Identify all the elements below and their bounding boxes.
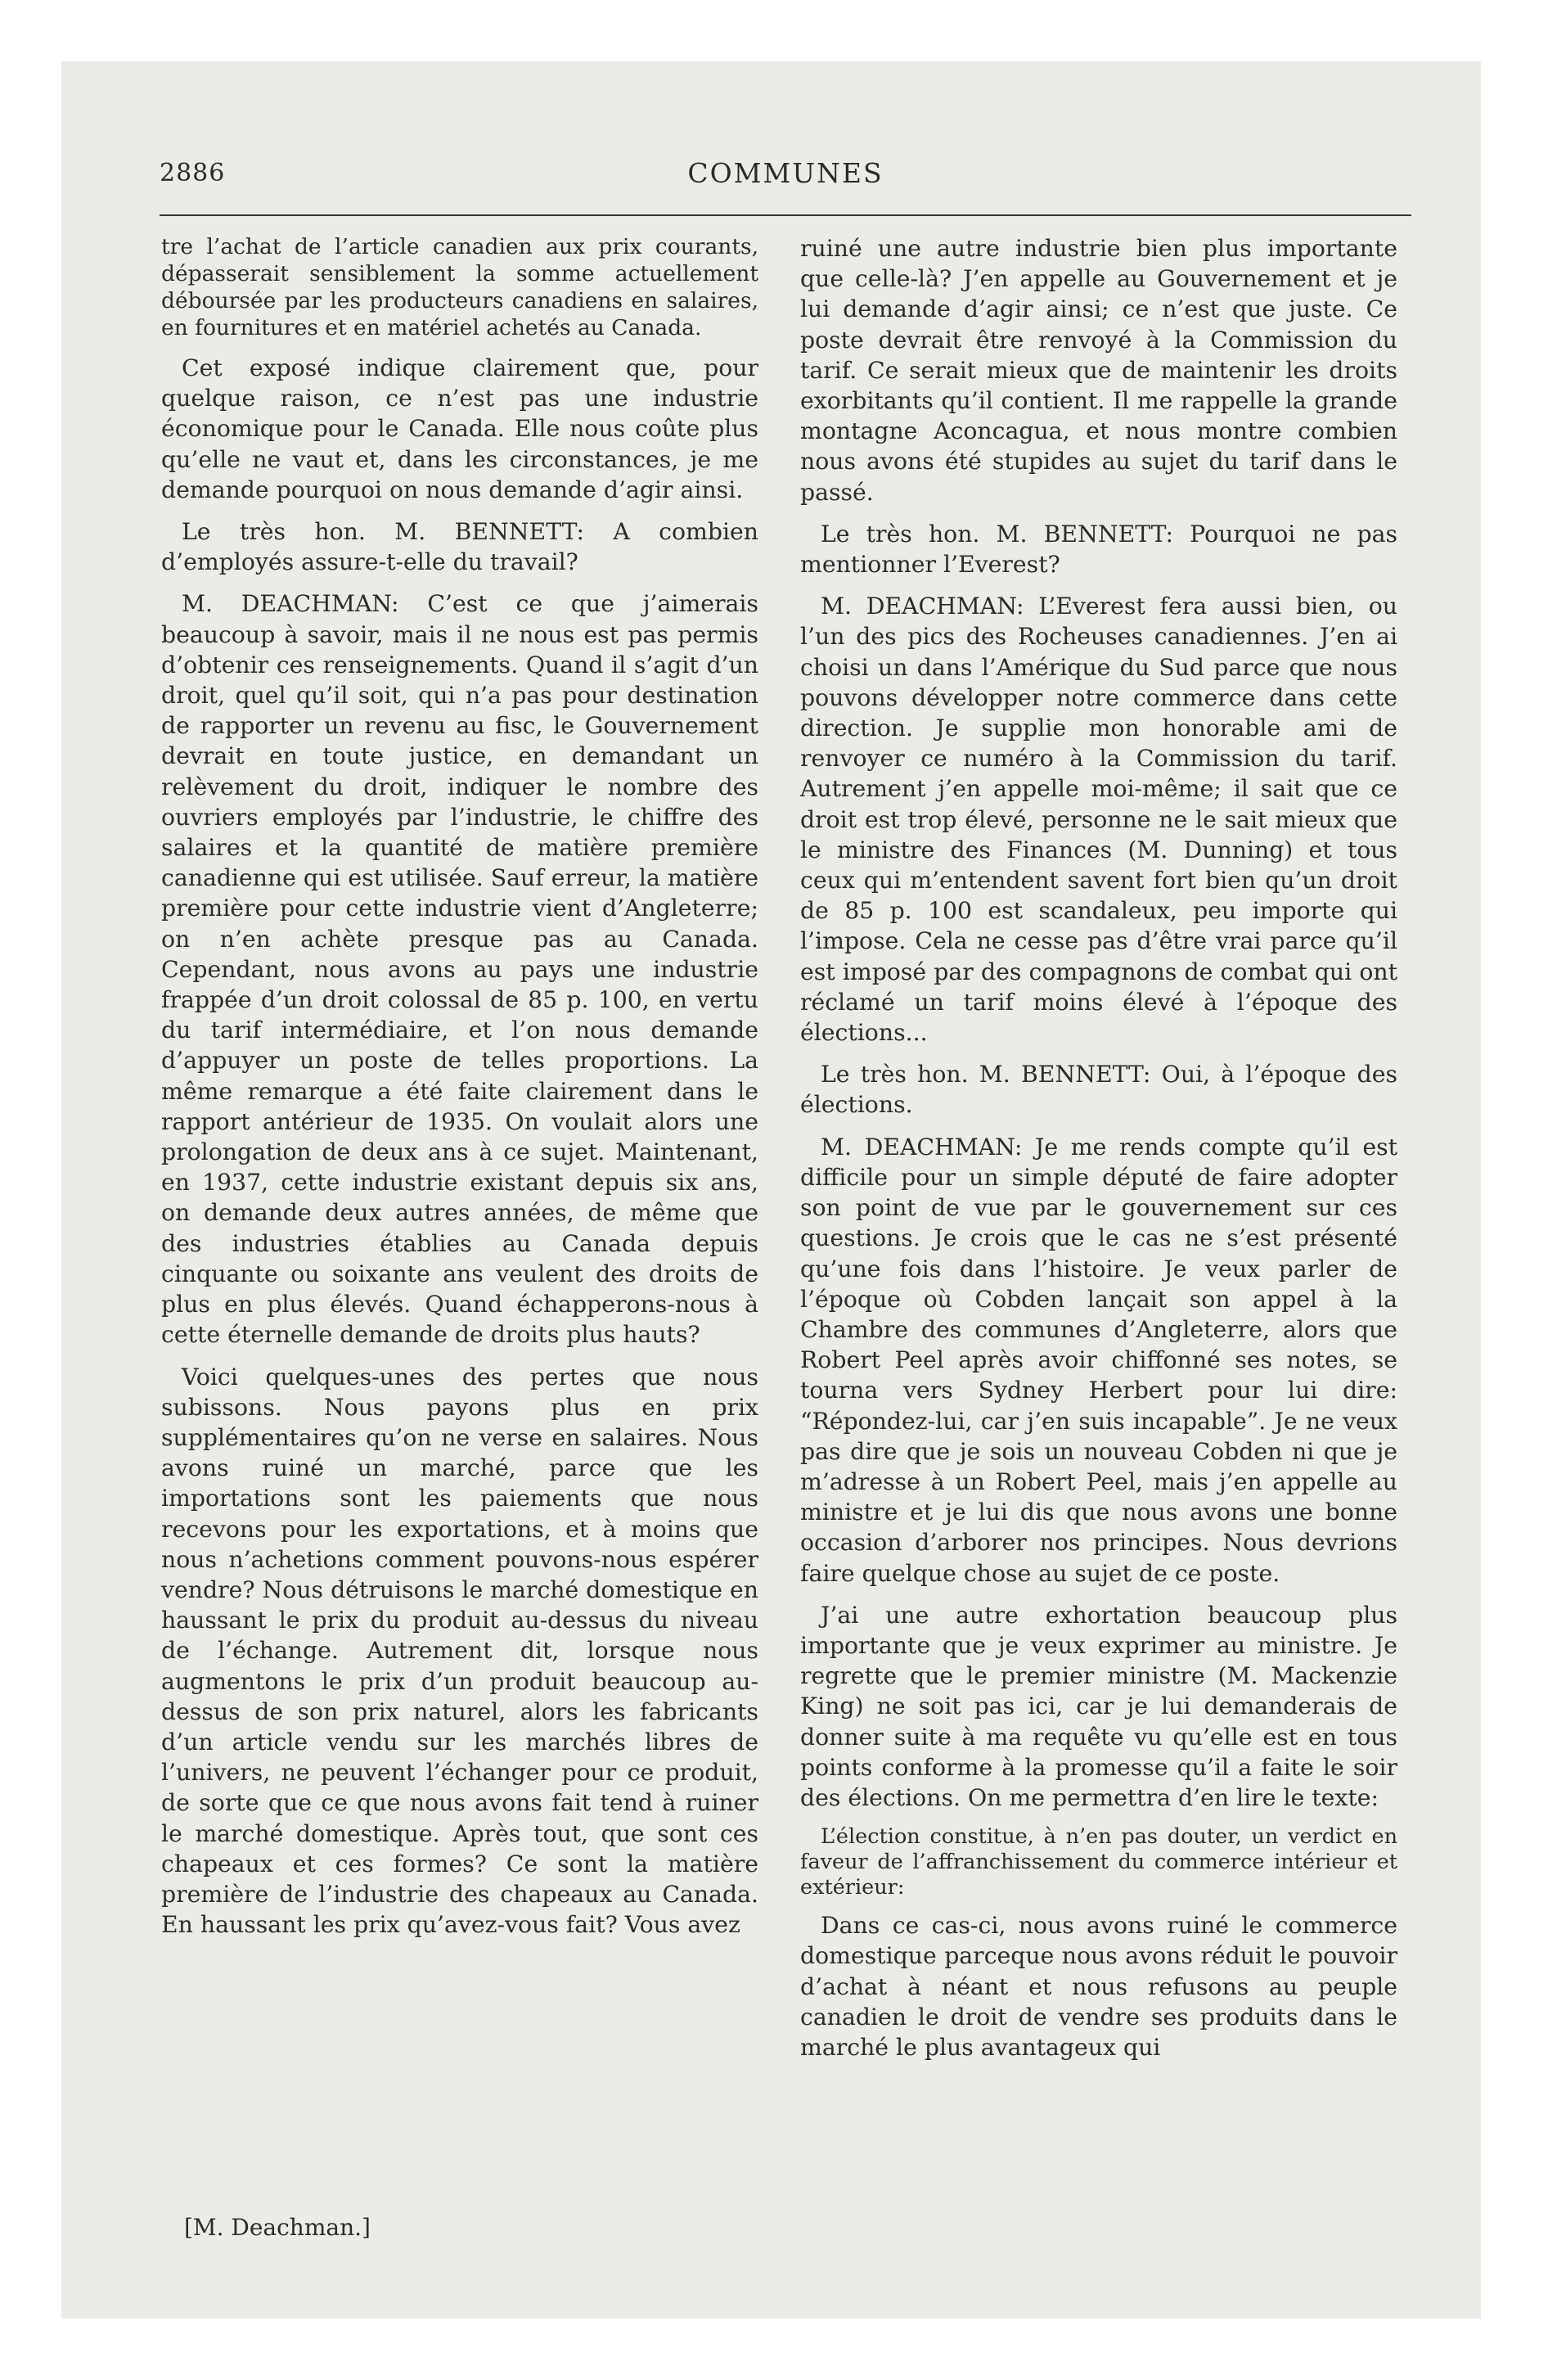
block-quote: L’élection constitue, à n’en pas douter, un verdict en faveur de l’affranchissement du commerce intérieur et extérieur: bbox=[800, 1824, 1397, 1900]
speaker-reference: [M. Deachman.] bbox=[184, 2214, 371, 2241]
left-column bbox=[161, 233, 758, 1951]
running-head: COMMUNES bbox=[687, 157, 884, 189]
right-column bbox=[800, 233, 1397, 2074]
paragraph: M. DEACHMAN: Je me rends compte qu’il est difficile pour un simple député de faire adopter son point de vue par le gouvernement sur ces questions. Je crois que le cas ne s’est présenté qu’une fois dans l’histoire. Je veux parler de l’époque où Cobden lançait son appel à la Chambre des communes d’Angleterre, alors que Robert Peel après avoir chiffonné ses notes, se tourna vers Sydney Herbert pour lui dire: “Répondez-lui, car j’en suis incapable”. Je ne veux pas dire que je sois un nouveau Cobden ni que je m’adresse à un Robert Peel, mais j’en appelle au ministre et je lui dis que nous avons une bonne occasion d’arborer nos principes. Nous devrions faire quelque chose au sujet de ce poste. bbox=[800, 1133, 1397, 1587]
paragraph: tre l’achat de l’article canadien aux prix courants, dépasserait sensiblement la somme actuellement déboursée par les producteurs canadiens en salaires, en fournitures et en matériel achetés au Canada. bbox=[161, 234, 758, 340]
paragraph: M. DEACHMAN: L’Everest fera aussi bien, ou l’un des pics des Rocheuses canadiennes. J’en ai choisi un dans l’Amérique du Sud parce que nous pouvons développer notre commerce dans cette direction. Je supplie mon honorable ami de renvoyer ce numéro à la Commission du tarif. Autrement j’en appelle moi-même; il sait que ce droit est trop élevé, personne ne le sait mieux que le ministre des Finances (M. Dunning) et tous ceux qui m’entendent savent fort bien qu’un droit de 85 p. 100 est scandaleux, peu importe qui l’impose. Cela ne cesse pas d’être vrai parce qu’il est imposé par des compagnons de combat qui ont réclamé un tarif moins élevé à l’époque des élections... bbox=[800, 593, 1397, 1047]
paragraph: Le très hon. M. BENNETT: Pourquoi ne pas mentionner l’Everest? bbox=[800, 520, 1397, 579]
page-number: 2886 bbox=[160, 159, 226, 187]
paragraph: M. DEACHMAN: C’est ce que j’aimerais beaucoup à savoir, mais il ne nous est pas permis d’obtenir ces renseignements. Quand il s’agit d’un droit, quel qu’il soit, qui n’a pas pour destination de rapporter un revenu au fisc, le Gouvernement devrait en toute justice, en demandant un relèvement du droit, indiquer le nombre des ouvriers employés par l’industrie, le chiffre des salaires et la quantité de matière première canadienne qui est utilisée. Sauf erreur, la matière première pour cette industrie vient d’Angleterre; on n’en achète presque pas au Canada. Cependant, nous avons au pays une industrie frappée d’un droit colossal de 85 p. 100, en vertu du tarif intermédiaire, et l’on nous demande d’appuyer un poste de telles proportions. La même remarque a été faite clairement dans le rapport antérieur de 1935. On voulait alors une prolongation de deux ans à ce sujet. Maintenant, en 1937, cette industrie existant depuis six ans, on demande deux autres années, de même que des industries établies au Canada depuis cinquante ou soixante ans veulent des droits de plus en plus élevés. Quand échapperons-nous à cette éternelle demande de droits plus hauts? bbox=[161, 590, 758, 1349]
paragraph: J’ai une autre exhortation beaucoup plus importante que je veux exprimer au ministre. Je regrette que le premier ministre (M. Mackenzie King) ne soit pas ici, car je lui demanderais de donner suite à ma requête vu qu’elle est en tous points conforme à la promesse qu’il a faite le soir des élections. On me permettra d’en lire le texte: bbox=[800, 1601, 1397, 1811]
paragraph: ruiné une autre industrie bien plus importante que celle-là? J’en appelle au Gouvernement et je lui demande d’agir ainsi; ce n’est que juste. Ce poste devrait être renvoyé à la Commission du tarif. Ce serait mieux que de maintenir les droits exorbitants qu’il contient. Il me rappelle la grande montagne Aconcagua, et nous montre combien nous avons été stupides au sujet du tarif dans le passé. bbox=[800, 235, 1397, 506]
paragraph: Le très hon. M. BENNETT: A combien d’employés assure-t-elle du travail? bbox=[161, 518, 758, 576]
paragraph: Cet exposé indique clairement que, pour quelque raison, ce n’est pas une industrie économique pour le Canada. Elle nous coûte plus qu’elle ne vaut et, dans les circonstances, je me demande pourquoi on nous demande d’agir ainsi. bbox=[161, 354, 758, 503]
page-header bbox=[160, 154, 1411, 195]
header-rule bbox=[160, 214, 1411, 216]
paragraph: Voici quelques-unes des pertes que nous subissons. Nous payons plus en prix supplémentaires qu’on ne verse en salaires. Nous avons ruiné un marché, parce que les importations sont les paiements que nous recevons pour les exportations, et à moins que nous n’achetions comment pouvons-nous espérer vendre? Nous détruisons le marché domestique en haussant le prix du produit au-dessus du niveau de l’échange. Autrement dit, lorsque nous augmentons le prix d’un produit beaucoup au-dessus de son prix naturel, alors les fabricants d’un article vendu sur les marchés libres de l’univers, ne peuvent l’échanger pour ce produit, de sorte que ce que nous avons fait tend à ruiner le marché domestique. Après tout, que sont ces chapeaux et ces formes? Ce sont la matière première de l’industrie des chapeaux au Canada. En haussant les prix qu’avez-vous fait? Vous avez bbox=[161, 1363, 758, 1939]
paragraph: Le très hon. M. BENNETT: Oui, à l’époque des élections. bbox=[800, 1061, 1397, 1119]
paragraph: Dans ce cas-ci, nous avons ruiné le commerce domestique parceque nous avons réduit le pouvoir d’achat à néant et nous refusons au peuple canadien le droit de vendre ses produits dans le marché le plus avantageux qui bbox=[800, 1912, 1397, 2061]
